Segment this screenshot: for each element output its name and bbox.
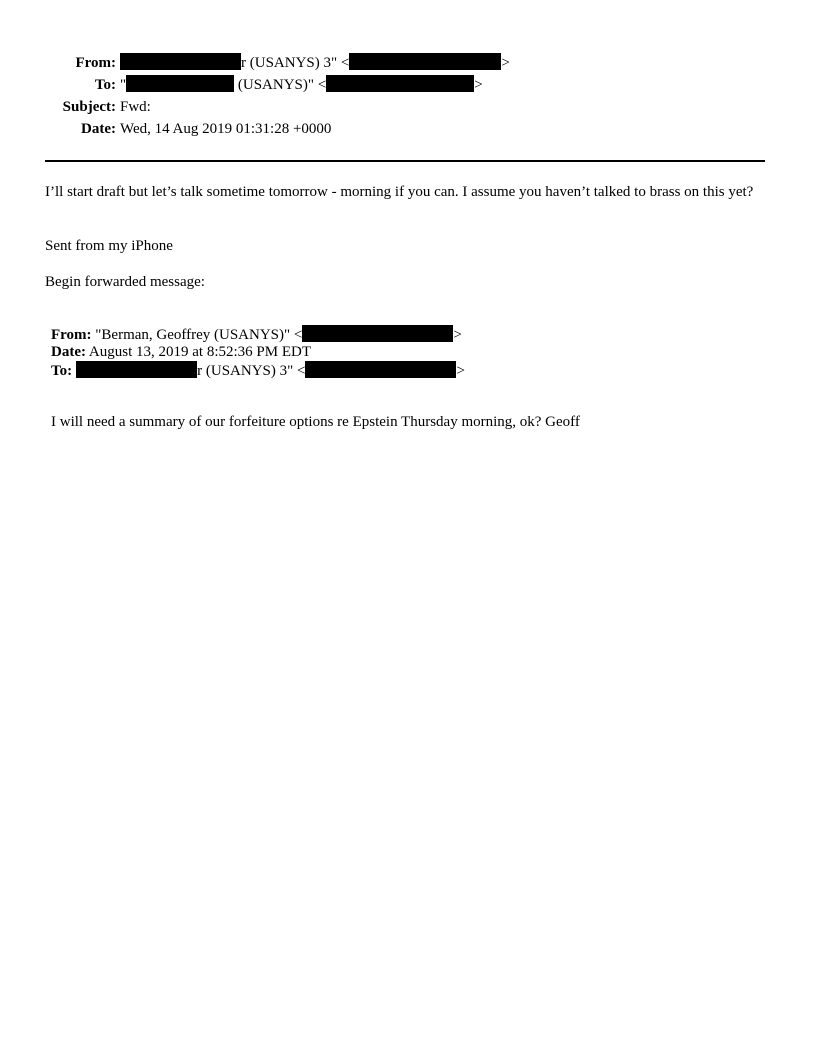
header-date-line [0, 119, 331, 139]
header-divider [45, 160, 765, 162]
forward-intro: Begin forwarded message: [45, 274, 205, 290]
forwarded-to-name: r (USANYS) 3" < [197, 363, 306, 379]
header-subject-label: Subject: [62, 99, 116, 115]
forwarded-to-label: To: [51, 363, 73, 379]
header-subject-value: Fwd: [120, 99, 151, 115]
body-paragraph: I’ll start draft but let’s talk sometime tomorrow - morning if you can. I assume you haven’t talked to brass on this yet? [45, 184, 754, 200]
header-date-value: Wed, 14 Aug 2019 01:31:28 +0000 [120, 121, 332, 137]
header-from-close: > [501, 55, 510, 71]
header-from-line [0, 53, 510, 73]
header-to-open-quote: " [120, 77, 127, 93]
redaction-box [120, 53, 241, 70]
redaction-box [302, 325, 453, 342]
body-signature: Sent from my iPhone [45, 238, 173, 254]
header-subject-line [0, 97, 151, 117]
forwarded-date-value: August 13, 2019 at 8:52:36 PM EDT [85, 344, 311, 360]
header-to-close: > [474, 77, 483, 93]
header-date-label: Date: [81, 121, 116, 137]
forwarded-to-close: > [456, 363, 465, 379]
forwarded-from-line [51, 325, 462, 344]
redaction-box [305, 361, 456, 378]
header-from-label: From: [75, 55, 116, 71]
header-to-line [0, 75, 483, 95]
redaction-box [349, 53, 501, 70]
redaction-box [126, 75, 234, 92]
forwarded-date-line [51, 343, 311, 361]
header-from-name: r (USANYS) 3" < [241, 55, 350, 71]
redaction-box [326, 75, 474, 92]
forwarded-from-close: > [453, 327, 462, 343]
header-to-label: To: [94, 77, 116, 93]
forwarded-from-label: From: [51, 327, 92, 343]
forwarded-date-label: Date: [51, 344, 86, 360]
header-to-name: (USANYS)" < [234, 77, 327, 93]
forwarded-to-line [51, 361, 465, 380]
redaction-box [76, 361, 197, 378]
forwarded-from-value: "Berman, Geoffrey (USANYS)" < [91, 327, 303, 343]
forwarded-message-body: I will need a summary of our forfeiture options re Epstein Thursday morning, ok? Geoff [51, 414, 580, 430]
